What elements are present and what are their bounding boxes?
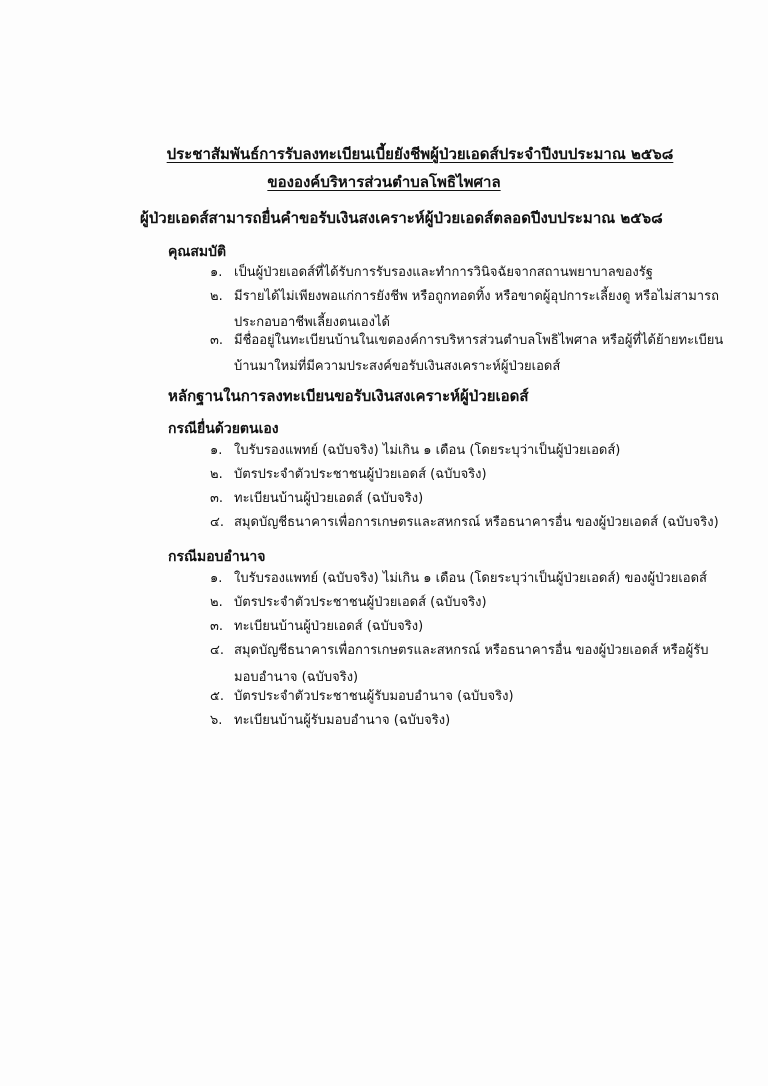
list-item	[210, 516, 719, 529]
item-number: ๒.	[210, 289, 223, 304]
item-continuation: บ้านมาใหม่ที่มีความประสงค์ขอรับเงินสงเคราะห์ผู้ป่วยเอดส์	[234, 359, 561, 374]
qualifications-heading: คุณสมบัติ	[168, 244, 227, 260]
item-number: ๖.	[210, 713, 223, 728]
item-continuation: ประกอบอาชีพเลี้ยงตนเองได้	[234, 315, 390, 330]
lead-statement: ผู้ป่วยเอดส์สามารถยื่นคำขอรับเงินสงเคราะห์ผู้ป่วยเอดส์ตลอดปีงบประมาณ ๒๕๖๘	[140, 209, 663, 227]
item-number: ๕.	[210, 689, 224, 704]
item-number: ๒.	[210, 467, 223, 482]
item-text: ใบรับรองแพทย์ (ฉบับจริง) ไม่เกิน ๑ เดือน (โดยระบุว่าเป็นผู้ป่วยเอดส์) ของผู้ป่วยเอดส์	[234, 571, 707, 586]
item-continuation: มอบอำนาจ (ฉบับจริง)	[234, 670, 359, 685]
list-item	[210, 620, 423, 633]
item-text: บัตรประจำตัวประชาชนผู้รับมอบอำนาจ (ฉบับจริง)	[234, 689, 514, 704]
document-title-line2: ขององค์บริหารส่วนตำบลโพธิไพศาล	[267, 173, 501, 191]
item-number: ๓.	[210, 619, 224, 634]
list-item	[210, 690, 514, 703]
item-number: ๓.	[210, 333, 224, 348]
item-text: เป็นผู้ป่วยเอดส์ที่ได้รับการรับรองและทำการวินิจฉัยจากสถานพยาบาลของรัฐ	[234, 265, 653, 280]
item-text: สมุดบัญชีธนาคารเพื่อการเกษตรและสหกรณ์ หรือธนาคารอื่น ของผู้ป่วยเอดส์ (ฉบับจริง)	[234, 515, 719, 530]
list-item	[210, 714, 450, 727]
document-title-line1: ประชาสัมพันธ์การรับลงทะเบียนเบี้ยยังชีพผู้ป่วยเอดส์ประจำปีงบประมาณ ๒๕๖๘	[166, 145, 674, 163]
item-text: บัตรประจำตัวประชาชนผู้ป่วยเอดส์ (ฉบับจริง)	[234, 467, 487, 482]
self-submission-heading: กรณียื่นด้วยตนเอง	[168, 421, 279, 437]
item-text: ใบรับรองแพทย์ (ฉบับจริง) ไม่เกิน ๑ เดือน (โดยระบุว่าเป็นผู้ป่วยเอดส์)	[234, 443, 621, 458]
list-item	[210, 492, 423, 505]
item-text: ทะเบียนบ้านผู้ป่วยเอดส์ (ฉบับจริง)	[234, 619, 424, 634]
item-text: ทะเบียนบ้านผู้รับมอบอำนาจ (ฉบับจริง)	[234, 713, 451, 728]
list-item	[210, 266, 653, 279]
evidence-heading: หลักฐานในการลงทะเบียนขอรับเงินสงเคราะห์ผู้ป่วยเอดส์	[168, 387, 529, 405]
proxy-submission-heading: กรณีมอบอำนาจ	[168, 549, 266, 565]
list-item	[210, 596, 487, 609]
item-text: บัตรประจำตัวประชาชนผู้ป่วยเอดส์ (ฉบับจริง)	[234, 595, 487, 610]
item-number: ๑.	[210, 265, 223, 280]
item-number: ๑.	[210, 571, 223, 586]
list-item	[210, 468, 487, 481]
item-number: ๑.	[210, 443, 223, 458]
list-item	[210, 572, 707, 585]
item-number: ๔.	[210, 515, 224, 530]
list-item	[210, 444, 620, 457]
list-item	[210, 290, 719, 303]
item-text: ทะเบียนบ้านผู้ป่วยเอดส์ (ฉบับจริง)	[234, 491, 424, 506]
item-number: ๔.	[210, 643, 224, 658]
item-number: ๒.	[210, 595, 223, 610]
item-number: ๓.	[210, 491, 224, 506]
item-text: สมุดบัญชีธนาคารเพื่อการเกษตรและสหกรณ์ หรือธนาคารอื่น ของผู้ป่วยเอดส์ หรือผู้รับ	[234, 643, 709, 658]
item-text: มีชื่ออยู่ในทะเบียนบ้านในเขตองค์การบริหารส่วนตำบลโพธิไพศาล หรือผู้ที่ได้ย้ายทะเบียน	[234, 333, 724, 348]
list-item	[210, 644, 708, 657]
list-item	[210, 334, 723, 347]
item-text: มีรายได้ไม่เพียงพอแก่การยังชีพ หรือถูกทอดทิ้ง หรือขาดผู้อุปการะเลี้ยงดู หรือไม่สามารถ	[234, 289, 719, 304]
